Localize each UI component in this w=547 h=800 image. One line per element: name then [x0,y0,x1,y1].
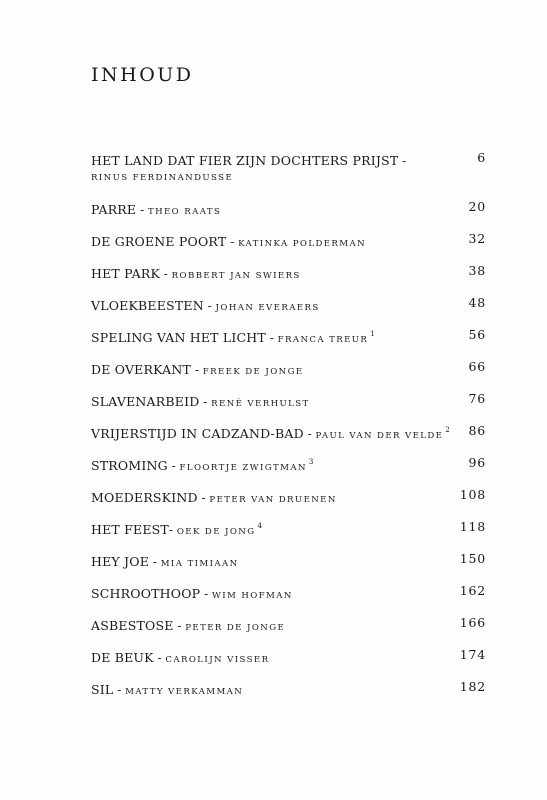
entry-author: FRANCA TREUR [277,335,369,345]
entry-separator: - [168,523,177,537]
entry-page-number: 162 [459,583,486,598]
table-of-contents [91,150,486,711]
entry-separator: - [167,459,180,473]
entry-title: DE OVERKANT [91,362,192,377]
entry-title: HET LAND DAT FIER ZIJN DOCHTERS PRIJST [91,153,399,168]
entry-author: MATTY VERKAMMAN [125,687,244,697]
footnote-marker: 4 [257,521,262,530]
toc-entry [91,327,486,359]
entry-title: STROMING [91,458,168,473]
toc-entry [91,231,486,263]
footnote-marker: 1 [370,329,375,338]
entry-separator: - [153,651,166,665]
entry-title: DE BEUK [91,650,154,665]
entry-page-number: 76 [468,391,486,406]
toc-entry [91,391,486,423]
entry-title: HEY JOE [91,554,150,569]
entry-author: WIM HOFMAN [211,591,293,601]
entry-title: HET FEEST [91,522,169,537]
entry-author: PAUL VAN DER VELDE [315,431,444,441]
toc-entry [91,615,486,647]
entry-separator: - [197,491,210,505]
entry-page-number: 182 [459,679,486,694]
toc-entry [91,647,486,679]
entry-separator: - [303,427,316,441]
entry-title: VLOEKBEESTEN [91,298,204,313]
toc-entry [91,359,486,391]
entry-author: CAROLIJN VISSER [165,655,270,665]
toc-entry [91,150,486,199]
entry-separator: - [173,619,186,633]
entry-title: MOEDERSKIND [91,490,198,505]
entry-title: SLAVENARBEID [91,394,200,409]
entry-title: DE GROENE POORT [91,234,227,249]
entry-page-number: 108 [459,487,486,502]
page-title: INHOUD [91,64,194,86]
entry-page-number: 32 [468,231,486,246]
toc-entry [91,263,486,295]
entry-author: PETER VAN DRUENEN [209,495,337,505]
toc-entry [91,199,486,231]
entry-page-number: 38 [468,263,486,278]
entry-title: SPELING VAN HET LICHT [91,330,266,345]
entry-separator: - [200,587,212,601]
entry-separator: - [265,331,278,345]
entry-title: VRIJERSTIJD IN CADZAND-BAD [91,426,304,441]
toc-entry [91,295,486,327]
entry-page-number: 150 [459,551,486,566]
toc-entry [91,455,486,487]
entry-page-number: 86 [468,423,486,438]
entry-page-number: 96 [468,455,486,470]
entry-title: SIL [91,682,114,697]
entry-author: RINUS FERDINANDUSSE [91,173,234,183]
entry-page-number: 66 [468,359,486,374]
entry-page-number: 166 [459,615,486,630]
entry-separator: - [398,154,407,168]
entry-author: FREEK DE JONGE [202,367,304,377]
entry-author: PETER DE JONGE [185,623,286,633]
entry-separator: - [159,267,172,281]
entry-separator: - [136,203,148,217]
entry-separator: - [199,395,212,409]
entry-author: ROBBERT JAN SWIERS [171,271,301,281]
entry-separator: - [226,235,239,249]
entry-separator: - [149,555,161,569]
entry-author: THEO RAATS [147,207,222,217]
entry-author: OEK DE JONG [176,527,256,537]
entry-page-number: 6 [477,150,486,165]
entry-title: SCHROOTHOOP [91,586,201,601]
entry-separator: - [191,363,203,377]
entry-author: RENÉ VERHULST [211,399,310,409]
entry-title: ASBESTOSE [91,618,174,633]
entry-title: HET PARK [91,266,160,281]
footnote-marker: 3 [308,457,314,466]
entry-author: KATINKA POLDERMAN [238,239,367,249]
entry-author: FLOORTJE ZWIGTMAN [179,463,307,473]
entry-page-number: 20 [468,199,486,214]
entry-author: MIA TIMIAAN [160,559,239,569]
toc-entry [91,487,486,519]
entry-title: PARRE [91,202,137,217]
entry-page-number: 174 [459,647,486,662]
toc-entry [91,519,486,551]
footnote-marker: 2 [445,425,450,434]
toc-entry [91,551,486,583]
entry-page-number: 56 [468,327,486,342]
entry-separator: - [203,299,216,313]
toc-entry [91,679,486,711]
entry-page-number: 48 [468,295,486,310]
toc-entry [91,423,486,455]
toc-entry [91,583,486,615]
entry-author: JOHAN EVERAERS [215,303,320,313]
entry-separator: - [113,683,126,697]
entry-page-number: 118 [459,519,486,534]
